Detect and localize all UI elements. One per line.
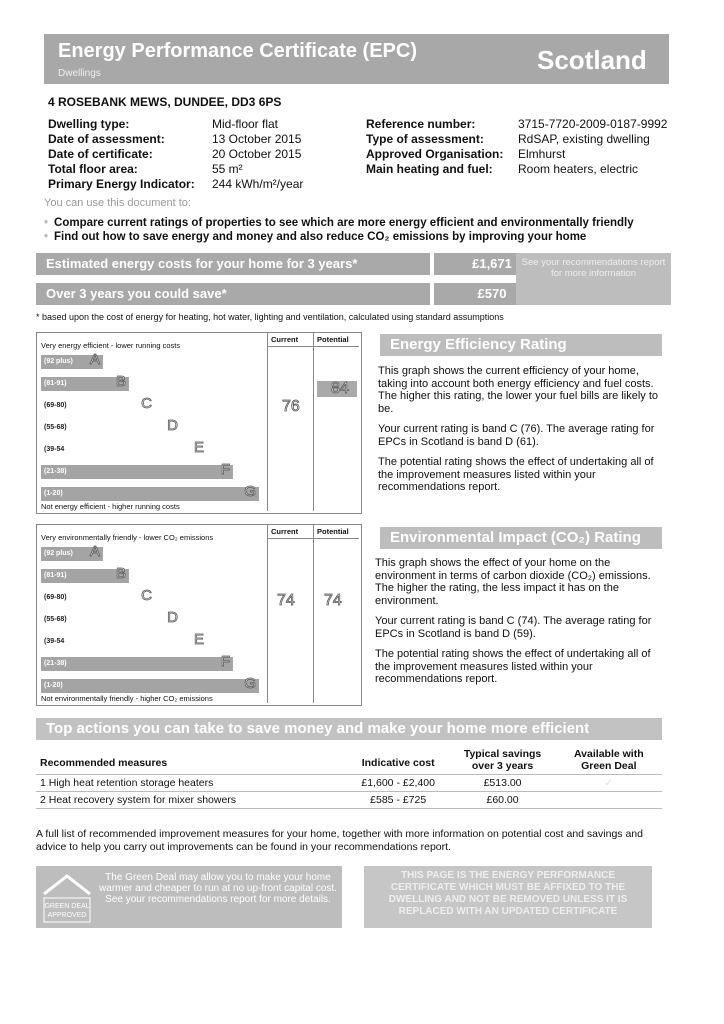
bullet-item: • Compare current ratings of properties to see which are more energy efficient and environmentally friendly <box>44 217 634 229</box>
rating-band <box>41 631 207 649</box>
detail-label: Dwelling type: <box>48 117 130 131</box>
detail-label: Type of assessment: <box>366 132 484 146</box>
environmental-impact-heading: Environmental Impact (CO₂) Rating <box>380 527 662 549</box>
potential-rating-value: 84 <box>331 380 349 397</box>
divider <box>267 525 268 703</box>
band-letter: B <box>115 565 126 582</box>
cost-value: £1,671 <box>434 253 550 275</box>
band-range: (55-68) <box>44 616 67 623</box>
detail-label: Reference number: <box>366 117 476 131</box>
col-header: Indicative cost <box>347 746 450 775</box>
divider <box>267 346 359 347</box>
table-row <box>36 792 662 809</box>
band-range: (39-54 <box>44 638 65 645</box>
recommendations-link[interactable]: See your recommendations report for more information <box>516 253 671 305</box>
paragraph: This graph shows the current efficiency of your home, taking into account both energy efficiency and fuel costs. The higher this rating, the lower your fuel bills are likely to be. <box>378 365 659 415</box>
green-deal-empty <box>556 792 662 809</box>
divider <box>267 333 268 511</box>
band-range: (69-80) <box>44 594 67 601</box>
band-range: (1-20) <box>44 490 63 497</box>
detail-label: Main heating and fuel: <box>366 162 493 176</box>
rating-band <box>41 373 129 391</box>
graph-top-note: Very environmentally friendly - lower CO₂ emissions <box>41 533 214 542</box>
detail-value: 55 m² <box>212 162 243 176</box>
measure-cost: £1,600 - £2,400 <box>347 775 450 792</box>
band-range: (55-68) <box>44 424 67 431</box>
band-range: (39-54 <box>44 446 65 453</box>
actions-footer-text: A full list of recommended improvement measures for your home, together with more information on potential cost and savings and advice to help you carry out improvements can be found in your recommendations report. <box>36 828 643 853</box>
detail-label: Approved Organisation: <box>366 147 504 161</box>
band-range: (81-91) <box>44 380 67 387</box>
band-range: (92 plus) <box>44 358 73 365</box>
measure-savings: £513.00 <box>449 775 555 792</box>
band-letter: A <box>89 543 100 560</box>
potential-rating-value: 74 <box>324 592 342 609</box>
band-letter: C <box>141 587 152 604</box>
paragraph: The potential rating shows the effect of undertaking all of the improvement measures listed within your recommendations report. <box>375 648 651 685</box>
details-right-values <box>518 117 667 177</box>
region-label: Scotland <box>537 45 647 75</box>
detail-value: RdSAP, existing dwelling <box>518 132 650 146</box>
rating-band <box>41 609 181 627</box>
cost-label: Estimated energy costs for your home for 3 years* <box>36 253 430 275</box>
detail-value: 13 October 2015 <box>212 132 302 146</box>
paragraph: Your current rating is band C (74). The average rating for EPCs in Scotland is band D (59). <box>375 615 652 640</box>
band-letter: G <box>244 483 256 500</box>
energy-rating-graph <box>36 332 362 514</box>
property-address: 4 ROSEBANK MEWS, DUNDEE, DD3 6PS <box>48 95 282 109</box>
band-letter: F <box>220 653 230 670</box>
cost-value: £570 <box>434 283 550 305</box>
detail-label: Date of certificate: <box>48 147 153 161</box>
band-range: (21-38) <box>44 660 67 667</box>
detail-label: Total floor area: <box>48 162 138 176</box>
details-left-values <box>212 117 303 192</box>
band-range: (81-91) <box>44 572 67 579</box>
band-range: (1-20) <box>44 682 63 689</box>
page-title: Energy Performance Certificate (EPC) <box>58 40 418 62</box>
environmental-rating-graph <box>36 524 362 706</box>
detail-value: Elmhurst <box>518 147 566 161</box>
rating-band <box>41 439 207 457</box>
detail-label: Primary Energy Indicator: <box>48 177 195 191</box>
paragraph: The potential rating shows the effect of undertaking all of the improvement measures listed within your recommendations report. <box>378 456 654 493</box>
graph-bottom-note: Not environmentally friendly - higher CO₂ emissions <box>41 694 213 703</box>
rating-band <box>41 675 259 693</box>
measure-name: 1 High heat retention storage heaters <box>36 775 347 792</box>
measures-table <box>36 746 662 809</box>
graph-top-note: Very energy efficient - lower running costs <box>41 341 181 350</box>
measure-name: 2 Heat recovery system for mixer showers <box>36 792 347 809</box>
paragraph: Your current rating is band C (76). The average rating for EPCs in Scotland is band D (61). <box>378 423 655 448</box>
rating-band <box>41 395 155 413</box>
measure-savings: £60.00 <box>449 792 555 809</box>
col-potential: Potential <box>317 527 349 536</box>
band-letter: D <box>167 609 178 626</box>
bullet-text: Find out how to save energy and money and also reduce CO₂ emissions by improving your home <box>54 231 587 243</box>
band-letter: G <box>244 675 256 692</box>
detail-value: 244 kWh/m²/year <box>212 177 304 191</box>
band-range: (69-80) <box>44 402 67 409</box>
detail-value: 3715-7720-2009-0187-9992 <box>518 117 668 131</box>
band-range: (21-38) <box>44 468 67 475</box>
page-subtitle: Dwellings <box>58 68 101 79</box>
energy-efficiency-text <box>378 365 662 494</box>
warning-text: THIS PAGE IS THE ENERGY PERFORMANCE CERTIFICATE WHICH MUST BE AFFIXED TO THE DWELLING AND NOT BE REMOVED UNLESS IT IS REPLACED WITH AN UPDATED CERTIFICATE <box>388 870 628 917</box>
col-potential: Potential <box>317 335 349 344</box>
band-letter: E <box>193 439 204 456</box>
measures-table-wrap <box>36 746 662 809</box>
paragraph: This graph shows the effect of your home on the environment in terms of carbon dioxide (CO₂) emissions. The higher the rating, the less impact it has on the environment. <box>375 557 651 607</box>
col-header: Recommended measures <box>36 746 347 775</box>
energy-efficiency-heading: Energy Efficiency Rating <box>380 334 662 356</box>
details-left-labels <box>48 117 195 192</box>
rating-band <box>41 565 129 583</box>
details-right-labels <box>366 117 503 177</box>
rating-band <box>41 417 181 435</box>
current-rating-value: 74 <box>277 592 295 609</box>
bullet-item: • Find out how to save energy and money and also reduce CO₂ emissions by improving your home <box>44 231 587 243</box>
detail-value: 20 October 2015 <box>212 147 302 161</box>
use-document-heading: You can use this document to: <box>44 197 191 209</box>
table-header-row <box>36 746 662 775</box>
cost-label: Over 3 years you could save* <box>36 283 430 305</box>
divider <box>313 333 314 511</box>
rating-band <box>41 653 233 671</box>
detail-label: Date of assessment: <box>48 132 165 146</box>
table-row <box>36 775 662 792</box>
band-letter: D <box>167 417 178 434</box>
environmental-impact-text <box>375 557 661 686</box>
band-letter: B <box>115 373 126 390</box>
measure-cost: £585 - £725 <box>347 792 450 809</box>
col-header: Available with Green Deal <box>556 746 662 775</box>
col-header: Typical savings over 3 years <box>449 746 555 775</box>
divider <box>267 538 359 539</box>
rating-band <box>41 351 103 369</box>
cost-footnote: * based upon the cost of energy for heating, hot water, lighting and ventilation, calculated using standard assumptions <box>36 312 504 322</box>
band-letter: F <box>220 461 230 478</box>
bullet-text: Compare current ratings of properties to see which are more energy efficient and environmentally friendly <box>54 217 634 229</box>
rating-band <box>41 543 103 561</box>
detail-value: Mid-floor flat <box>212 117 279 131</box>
green-deal-check-icon: ✓ <box>556 775 662 792</box>
col-current: Current <box>271 335 299 344</box>
band-letter: E <box>193 631 204 648</box>
band-letter: A <box>89 351 100 368</box>
rating-band <box>41 587 155 605</box>
green-deal-text: The Green Deal may allow you to make your home warmer and cheaper to run at no up-front capital cost. See your recommendations report for more details. <box>99 872 337 905</box>
current-rating-value: 76 <box>282 398 300 415</box>
top-actions-heading: Top actions you can take to save money and make your home more efficient <box>36 718 662 740</box>
rating-band <box>41 461 233 479</box>
detail-value: Room heaters, electric <box>518 162 639 176</box>
graph-bottom-note: Not energy efficient - higher running costs <box>41 502 180 511</box>
band-range: (92 plus) <box>44 550 73 557</box>
green-deal-logo-text: GREEN DEAL APPROVED <box>44 903 90 919</box>
rating-band <box>41 483 259 501</box>
col-current: Current <box>271 527 299 536</box>
divider <box>313 525 314 703</box>
band-letter: C <box>141 395 152 412</box>
